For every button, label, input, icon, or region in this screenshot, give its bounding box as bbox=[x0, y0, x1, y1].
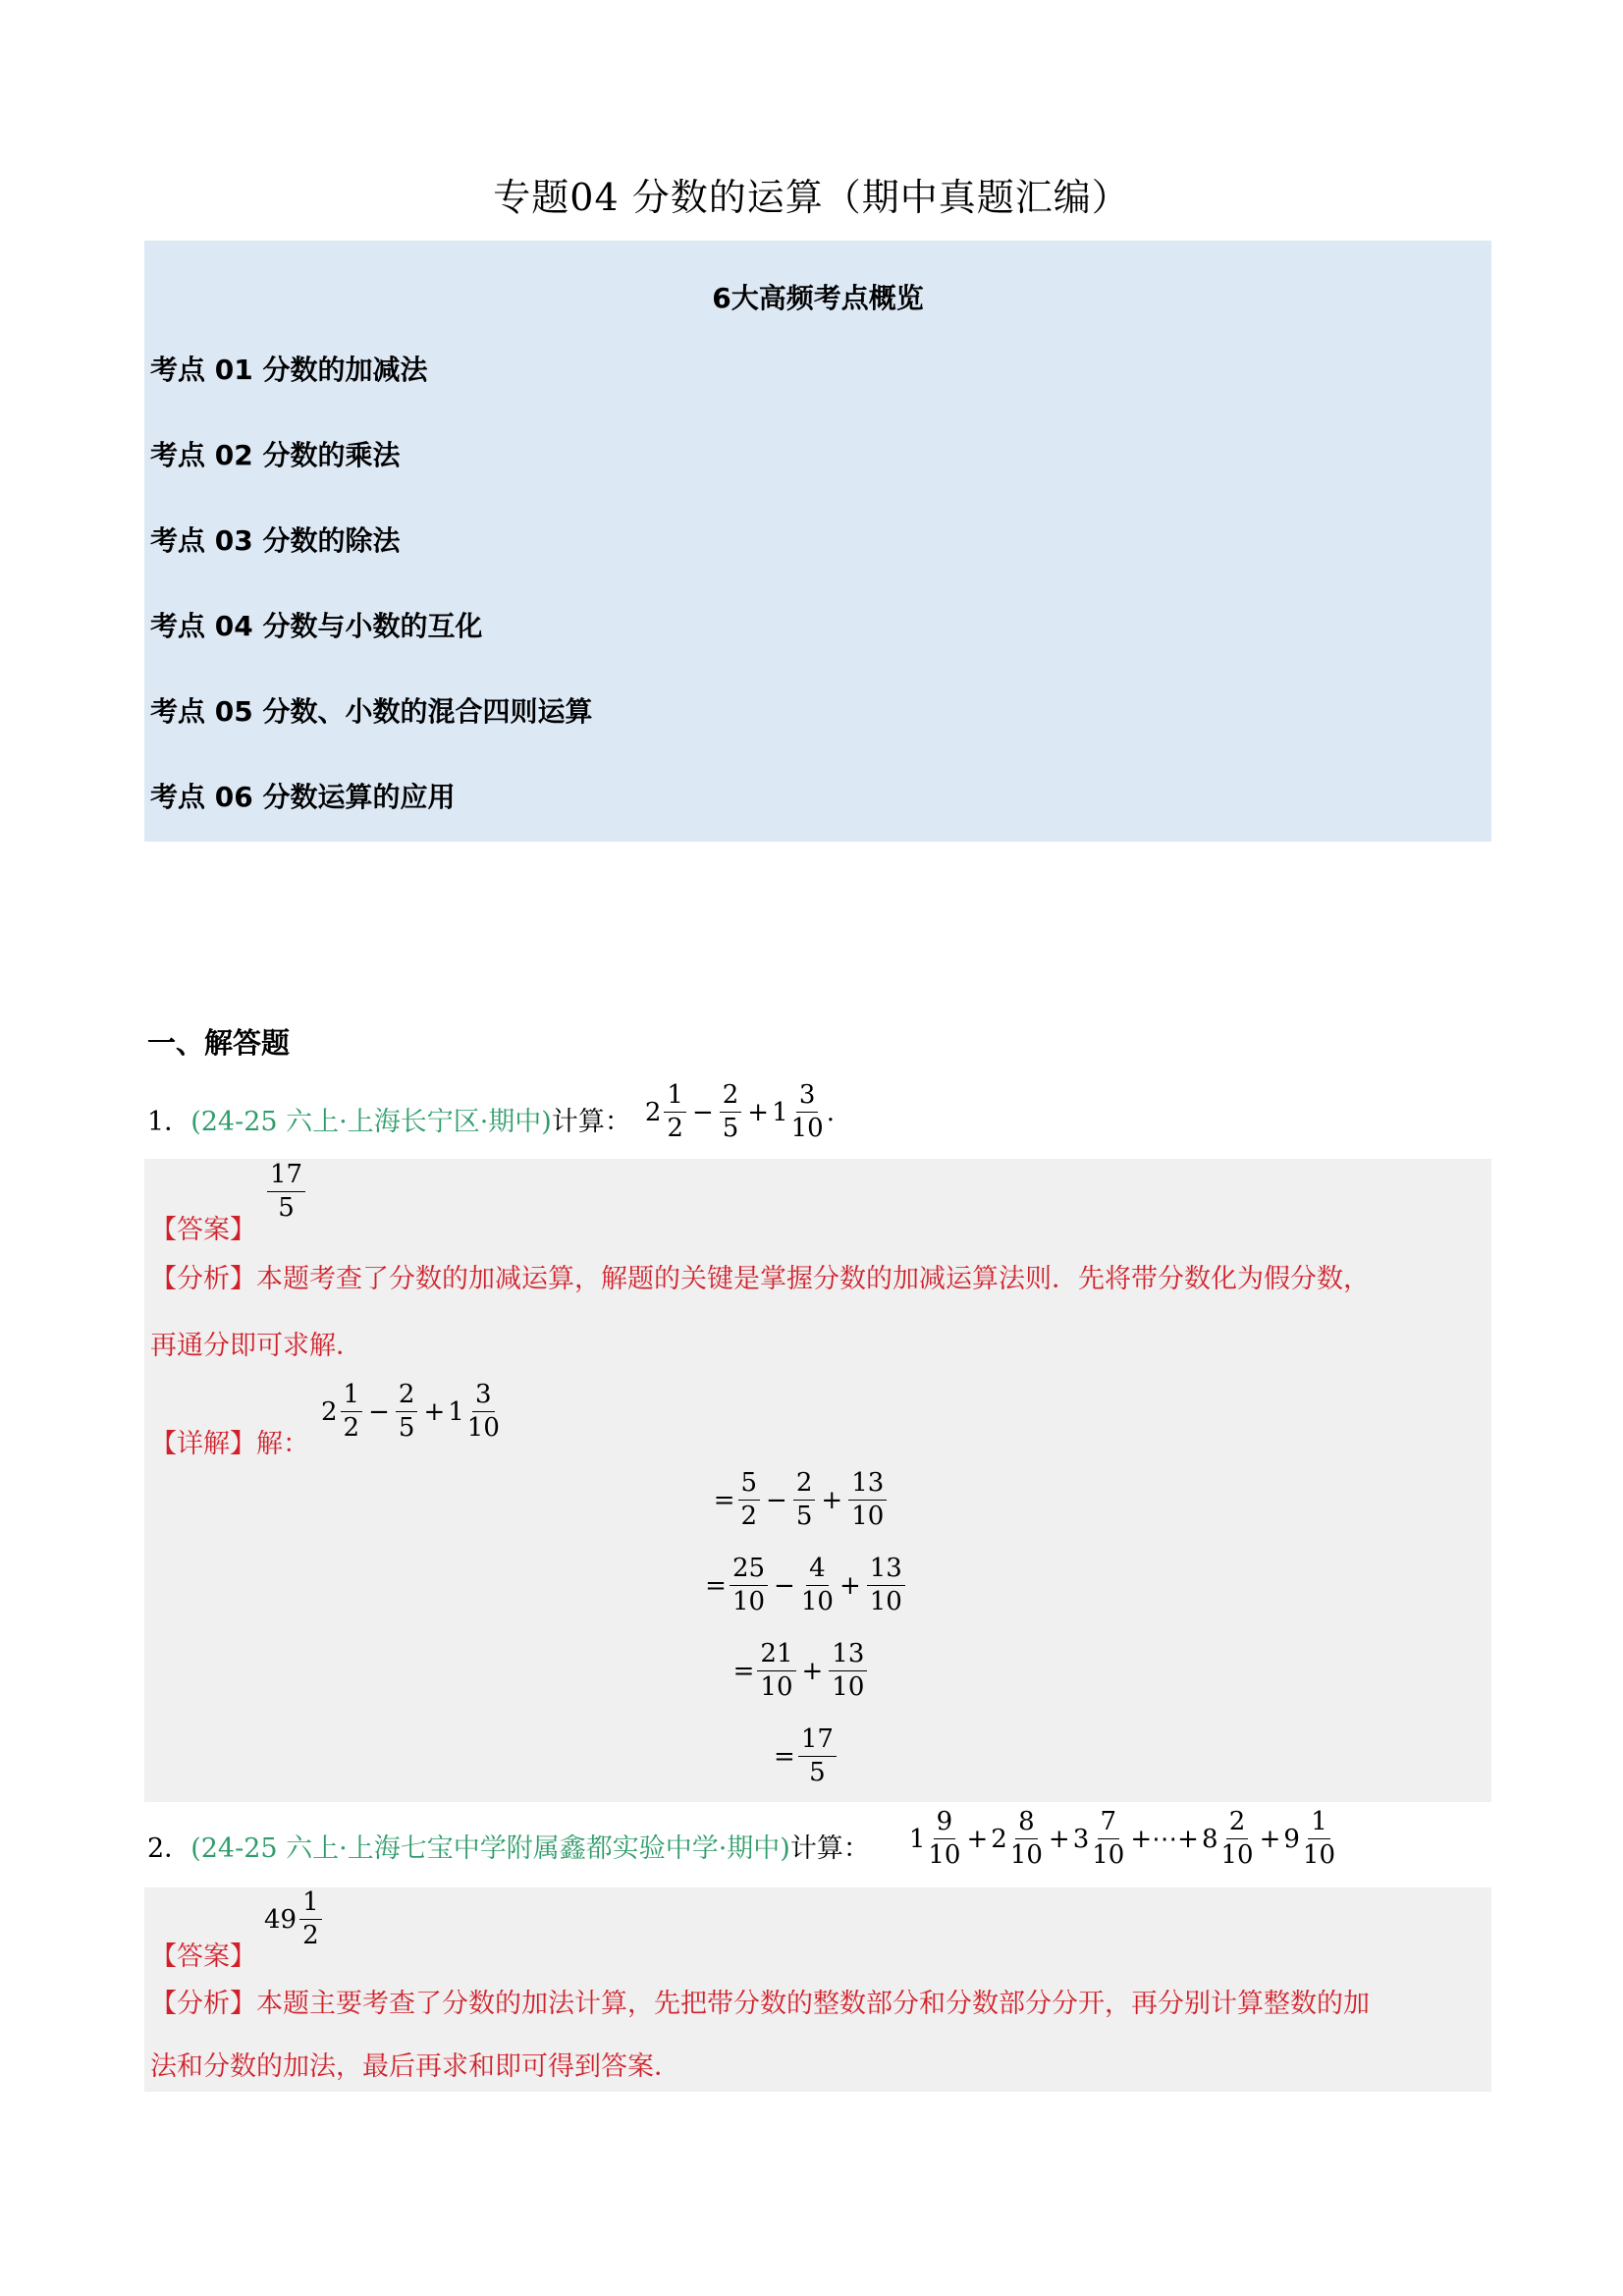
analysis-line-1 bbox=[150, 1257, 1370, 1295]
overview-item: 考点 02 分数的乘法 bbox=[150, 439, 401, 471]
question-number: 2． bbox=[147, 1833, 191, 1865]
answer-label: 【答案】 bbox=[150, 1215, 256, 1245]
overview-box bbox=[144, 241, 1491, 842]
overview-item: 考点 05 分数、小数的混合四则运算 bbox=[150, 695, 593, 728]
overview-item: 考点 03 分数的除法 bbox=[150, 524, 401, 557]
analysis-label: 【分析】 bbox=[150, 1989, 256, 2019]
detail-line bbox=[150, 1422, 309, 1460]
question-prompt: 计算： bbox=[789, 1833, 870, 1865]
question-prompt: 计算： bbox=[551, 1107, 631, 1138]
section-title: 一、解答题 bbox=[147, 1026, 291, 1060]
answer-numerator: 1 bbox=[299, 1887, 322, 1920]
detail-expression: 2 1 2 − $\frac{2}{5}$ + 1 $\frac{3}{10}$ bbox=[321, 1380, 500, 1444]
overview-item: 考点 01 分数的加减法 bbox=[150, 354, 428, 386]
analysis-text: 本题主要考查了分数的加法计算，先把带分数的整数部分和分数部分分开，再分别计算整数的加 bbox=[256, 1989, 1370, 2019]
analysis-line-2: 再通分即可求解． bbox=[150, 1331, 362, 1361]
question-number: 1． bbox=[147, 1107, 191, 1138]
page-title: 专题04 分数的运算（期中真题汇编） bbox=[493, 176, 1130, 219]
question-expression: 2 1 2 − $\frac{2}{5}$ + 1 $\frac{3}{10}$ . bbox=[644, 1080, 835, 1144]
step-1: = 5 2 − $\frac{2}{5}$ + $\frac{13}{10}$ bbox=[0, 1468, 1623, 1532]
analysis-text: 本题考查了分数的加减运算，解题的关键是掌握分数的加减运算法则．先将带分数化为假分数， bbox=[256, 1264, 1370, 1294]
detail-label: 【详解】 bbox=[150, 1429, 256, 1459]
question-1 bbox=[147, 1080, 835, 1144]
answer-value bbox=[264, 1887, 325, 1951]
analysis-line-1 bbox=[150, 1982, 1370, 2020]
answer-denominator: 2 bbox=[302, 1921, 319, 1951]
question-source: (24-25 六上·上海七宝中学附属鑫都实验中学·期中) bbox=[190, 1833, 790, 1865]
overview-item: 考点 06 分数运算的应用 bbox=[150, 781, 456, 813]
analysis-label: 【分析】 bbox=[150, 1264, 256, 1294]
answer-value bbox=[264, 1159, 308, 1224]
step-2: = 25 10 − $\frac{4}{10}$ + $\frac{13}{10}$ bbox=[0, 1554, 1623, 1617]
answer-whole: 49 bbox=[264, 1904, 298, 1935]
step-3: = 21 10 + $\frac{13}{10}$ bbox=[0, 1639, 1623, 1703]
answer-label: 【答案】 bbox=[150, 1941, 256, 1972]
question-source: (24-25 六上·上海长宁区·期中) bbox=[190, 1107, 552, 1138]
answer-numerator: 17 bbox=[267, 1160, 305, 1192]
overview-heading: 6大高频考点概览 bbox=[712, 282, 924, 314]
solution-panel-2 bbox=[144, 1887, 1491, 2092]
detail-prefix: 解： bbox=[256, 1429, 309, 1459]
question-2 bbox=[147, 1807, 1338, 1871]
question-expression: 1 9 10 + 2 $\frac{8}{10}$ + 3 $\frac{7}{10}$ +⋯+ 8 $\frac{2}{10}$ + 9 $\frac{1}{10}$ bbox=[908, 1807, 1336, 1871]
answer-denominator: 5 bbox=[278, 1193, 295, 1224]
analysis-line-2: 法和分数的加法，最后再求和即可得到答案． bbox=[150, 2051, 680, 2082]
step-4: = 17 5 bbox=[0, 1724, 1623, 1788]
overview-item: 考点 04 分数与小数的互化 bbox=[150, 610, 483, 642]
